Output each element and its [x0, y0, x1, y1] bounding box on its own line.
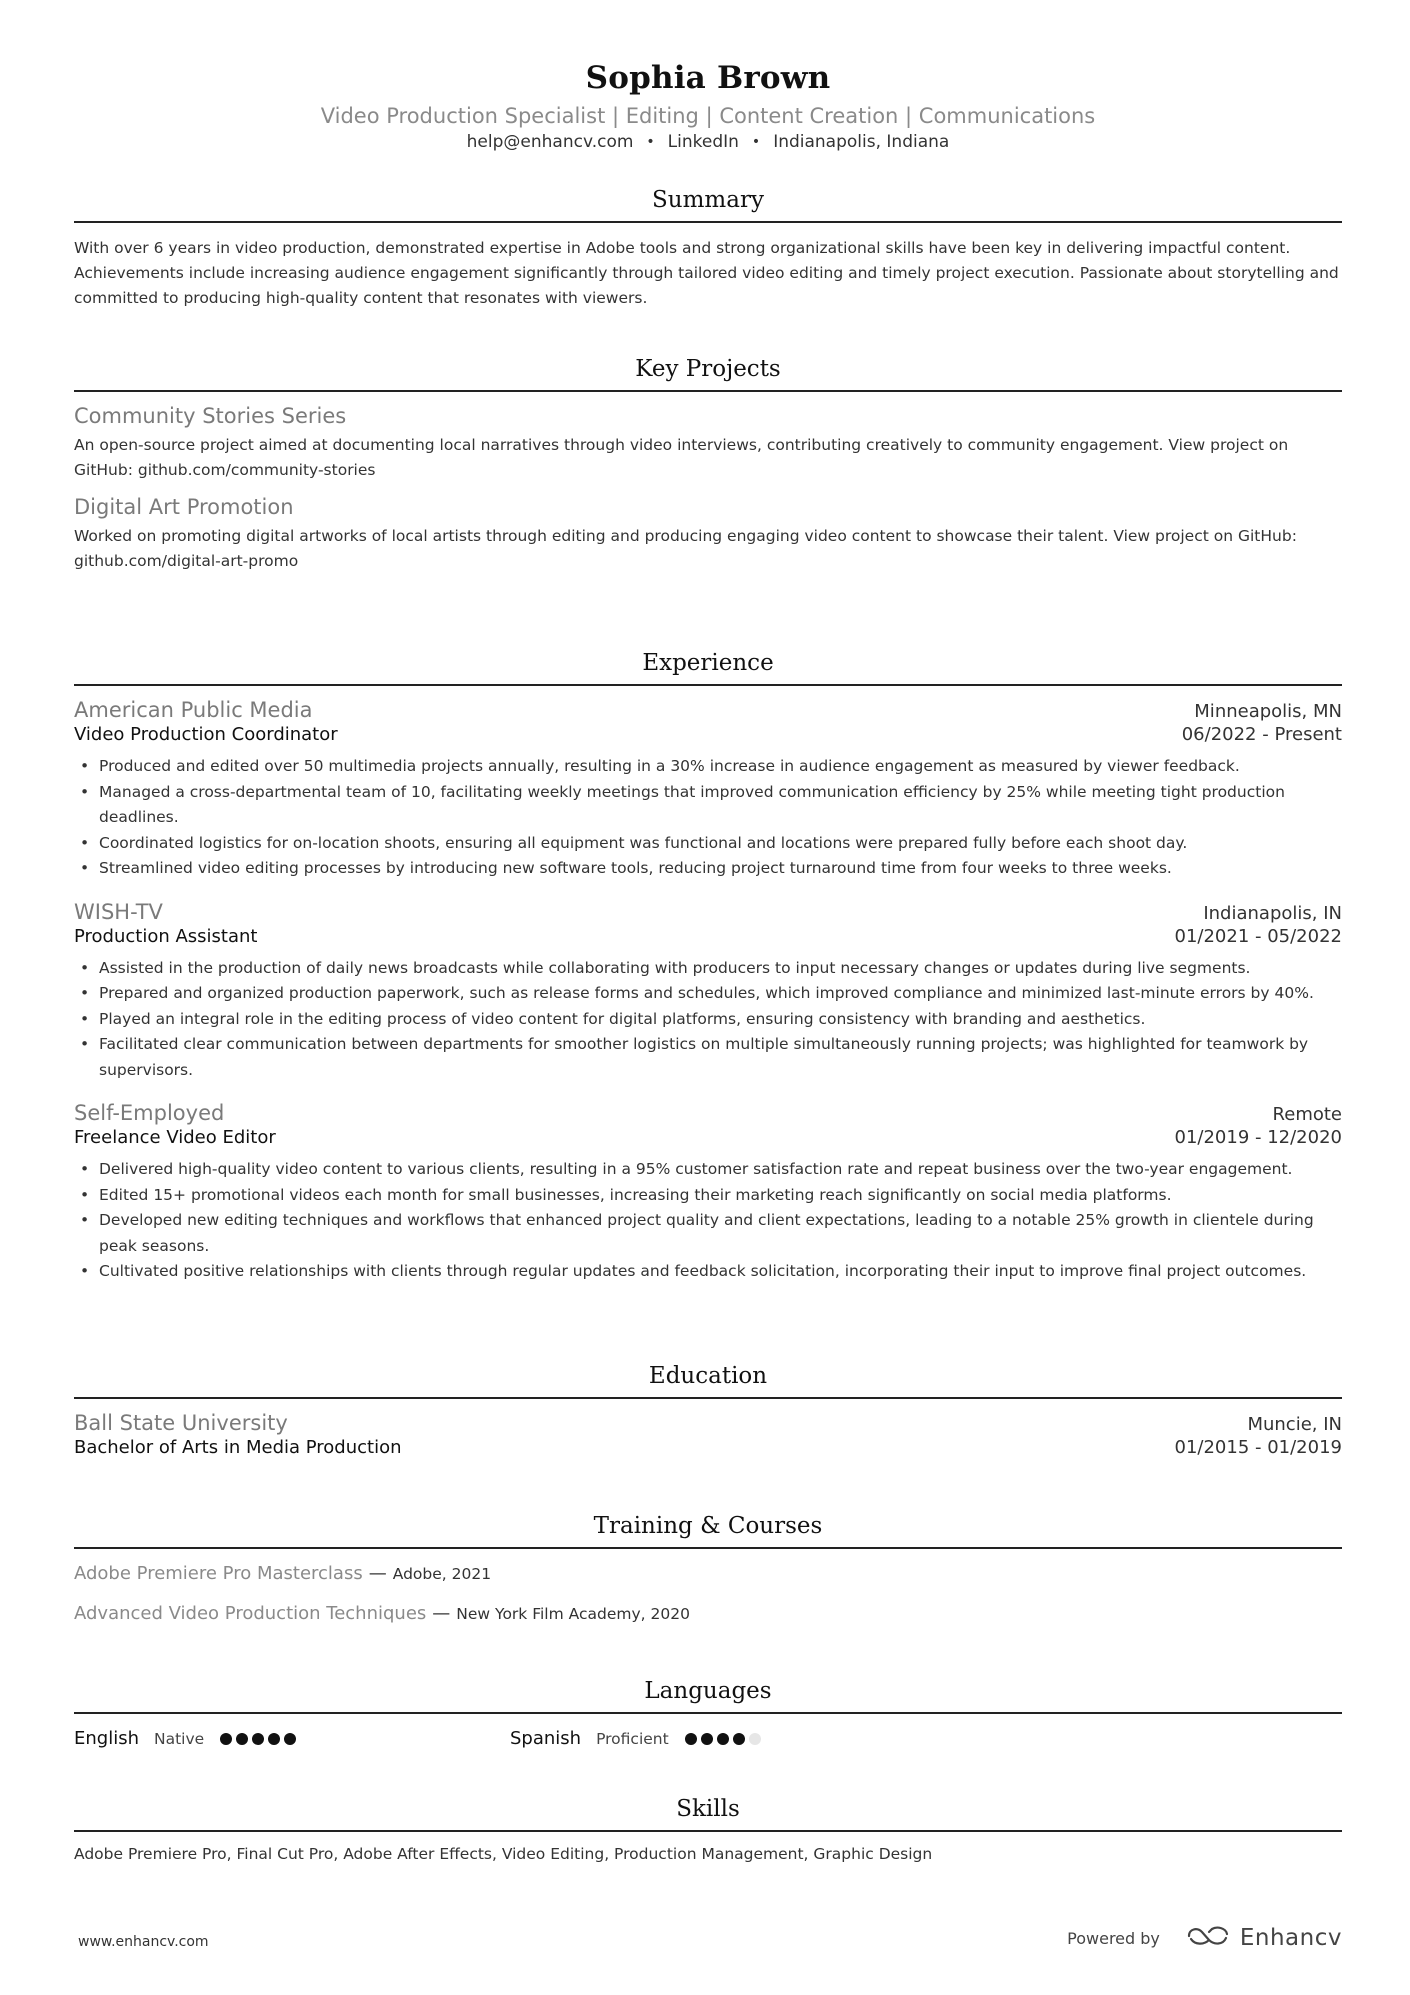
- project-title: Community Stories Series: [74, 404, 347, 428]
- education-entry: [74, 1411, 1342, 1458]
- brand-name: Enhancv: [1239, 1925, 1342, 1951]
- project-title: Digital Art Promotion: [74, 495, 294, 519]
- education-dates: 01/2015 - 01/2019: [1174, 1437, 1342, 1458]
- footer-website[interactable]: www.enhancv.com: [78, 1934, 209, 1950]
- rating-dot-filled: [268, 1733, 280, 1745]
- powered-by-label: Powered by: [1067, 1928, 1160, 1948]
- enhancv-logo-icon: [1186, 1924, 1232, 1952]
- contact-line: [74, 132, 1342, 152]
- resume-header: [74, 60, 1342, 152]
- course-dash: —: [368, 1563, 387, 1584]
- job-bullet: • Facilitated clear communication between departments for smoother logistics on multiple simultaneously running projects; was highlighted for teamwork by supervisors.: [74, 1032, 1342, 1083]
- rating-dot-empty: [749, 1733, 761, 1745]
- job-location: Remote: [1272, 1104, 1342, 1125]
- job-dates: 01/2021 - 05/2022: [1174, 925, 1342, 947]
- section-title-projects: Key Projects: [74, 356, 1342, 392]
- course-dash: —: [432, 1603, 451, 1624]
- job-dates: 06/2022 - Present: [1181, 724, 1342, 745]
- separator-dot: •: [646, 134, 655, 150]
- section-title-languages: Languages: [74, 1678, 1342, 1714]
- language-item: [510, 1728, 946, 1749]
- language-level: Proficient: [596, 1729, 669, 1748]
- section-title-training: Training & Courses: [74, 1513, 1342, 1549]
- job-bullets: [74, 754, 1342, 882]
- course-provider: New York Film Academy, 2020: [456, 1605, 690, 1623]
- job-bullet: • Edited 15+ promotional videos each month for small businesses, increasing their marketing reach significantly on social media platforms.: [74, 1183, 1342, 1209]
- candidate-name: Sophia Brown: [585, 60, 831, 96]
- job-company: American Public Media: [74, 698, 313, 722]
- course-item: [74, 1563, 1342, 1584]
- job-company: Self-Employed: [74, 1101, 225, 1125]
- job-bullet: • Produced and edited over 50 multimedia projects annually, resulting in a 30% increase in audience engagement as measured by viewer feedback.: [74, 754, 1342, 780]
- job-dates: 01/2019 - 12/2020: [1174, 1127, 1342, 1148]
- section-title-education: Education: [74, 1363, 1342, 1399]
- separator-dot: •: [751, 134, 761, 150]
- language-level: Native: [154, 1729, 205, 1748]
- course-provider: Adobe, 2021: [392, 1565, 492, 1583]
- resume-footer: [74, 1924, 1342, 1964]
- job-bullet: • Coordinated logistics for on-location shoots, ensuring all equipment was functional and locations were prepared fully before each shoot day.: [74, 831, 1342, 857]
- education-location: Muncie, IN: [1247, 1414, 1342, 1435]
- course-item: [74, 1603, 1342, 1624]
- skills-text: Adobe Premiere Pro, Final Cut Pro, Adobe After Effects, Video Editing, Production Management, Graphic Design: [74, 1845, 933, 1863]
- job-location: Minneapolis, MN: [1194, 701, 1342, 722]
- rating-dot-filled: [685, 1733, 697, 1745]
- rating-dot-filled: [252, 1733, 264, 1745]
- job-bullet: • Developed new editing techniques and workflows that enhanced project quality and client expectations, leading to a notable 25% growth in clientele during peak seasons.: [74, 1208, 1342, 1259]
- course-name: Advanced Video Production Techniques: [74, 1603, 427, 1624]
- rating-dot-filled: [236, 1733, 248, 1745]
- rating-dot-filled: [733, 1733, 745, 1745]
- education-section: [74, 1363, 1342, 1458]
- summary-text: With over 6 years in video production, demonstrated expertise in Adobe tools and strong organizational skills have been key in delivering impactful content. Achievements include increasing audience engagement significantly through tailored video editing and timely project execution. Passionate about storytelling and committed to producing high-quality content that resonates with viewers.: [74, 239, 1339, 307]
- resume-page: [74, 0, 1342, 1995]
- job-bullet: • Assisted in the production of daily news broadcasts while collaborating with producers to input necessary changes or updates during live segments.: [74, 956, 1342, 982]
- job-location: Indianapolis, IN: [1203, 902, 1342, 924]
- job-bullet: • Cultivated positive relationships with clients through regular updates and feedback solicitation, incorporating their input to improve final project outcomes.: [74, 1259, 1342, 1285]
- skills-section: [74, 1796, 1342, 1867]
- language-item: [74, 1728, 510, 1749]
- language-name: English: [74, 1728, 139, 1749]
- candidate-tagline: Video Production Specialist | Editing | Content Creation | Communications: [320, 104, 1096, 128]
- language-rating: [220, 1733, 300, 1745]
- rating-dot-filled: [220, 1733, 232, 1745]
- section-title-skills: Skills: [74, 1796, 1342, 1832]
- projects-section: [74, 356, 1342, 574]
- job-bullets: [74, 956, 1342, 1084]
- project-item: [74, 495, 1342, 574]
- job-bullet: • Prepared and organized production paperwork, such as release forms and schedules, which improved compliance and minimized last-minute errors by 40%.: [74, 981, 1342, 1007]
- training-section: [74, 1513, 1342, 1624]
- job-entry: [74, 900, 1342, 1084]
- language-rating: [685, 1733, 765, 1745]
- job-entry: [74, 698, 1342, 882]
- job-role: Production Assistant: [74, 925, 258, 947]
- project-item: [74, 404, 1342, 483]
- job-role: Freelance Video Editor: [74, 1127, 276, 1148]
- contact-location: Indianapolis, Indiana: [773, 132, 950, 152]
- languages-section: [74, 1678, 1342, 1749]
- project-description: An open-source project aimed at documenting local narratives through video interviews, contributing creatively to community engagement. View project on GitHub: github.com/community-stories: [74, 436, 1289, 479]
- contact-email[interactable]: help@enhancv.com: [466, 132, 634, 152]
- contact-linkedin[interactable]: LinkedIn: [667, 132, 739, 152]
- job-bullet: • Delivered high-quality video content to various clients, resulting in a 95% customer satisfaction rate and repeat business over the two-year engagement.: [74, 1157, 1342, 1183]
- language-name: Spanish: [510, 1728, 582, 1749]
- rating-dot-filled: [701, 1733, 713, 1745]
- course-name: Adobe Premiere Pro Masterclass: [74, 1563, 363, 1584]
- powered-by: [1067, 1924, 1342, 1952]
- summary-section: [74, 187, 1342, 311]
- job-bullet: • Managed a cross-departmental team of 10, facilitating weekly meetings that improved communication efficiency by 25% while meeting tight production deadlines.: [74, 780, 1342, 831]
- education-degree: Bachelor of Arts in Media Production: [74, 1437, 402, 1458]
- job-entry: [74, 1101, 1342, 1285]
- section-title-summary: Summary: [74, 187, 1342, 223]
- languages-list: [74, 1728, 1342, 1749]
- job-bullets: [74, 1157, 1342, 1285]
- experience-section: [74, 650, 1342, 1285]
- job-role: Video Production Coordinator: [74, 724, 338, 745]
- rating-dot-filled: [717, 1733, 729, 1745]
- section-title-experience: Experience: [74, 650, 1342, 686]
- project-description: Worked on promoting digital artworks of local artists through editing and producing engaging video content to showcase their talent. View project on GitHub: github.com/digital-art-promo: [74, 527, 1297, 570]
- rating-dot-filled: [284, 1733, 296, 1745]
- job-bullet: • Streamlined video editing processes by introducing new software tools, reducing project turnaround time from four weeks to three weeks.: [74, 856, 1342, 882]
- job-company: WISH-TV: [74, 899, 163, 924]
- education-school: Ball State University: [74, 1411, 288, 1435]
- job-bullet: • Played an integral role in the editing process of video content for digital platforms, ensuring consistency with branding and aesthetics.: [74, 1007, 1342, 1033]
